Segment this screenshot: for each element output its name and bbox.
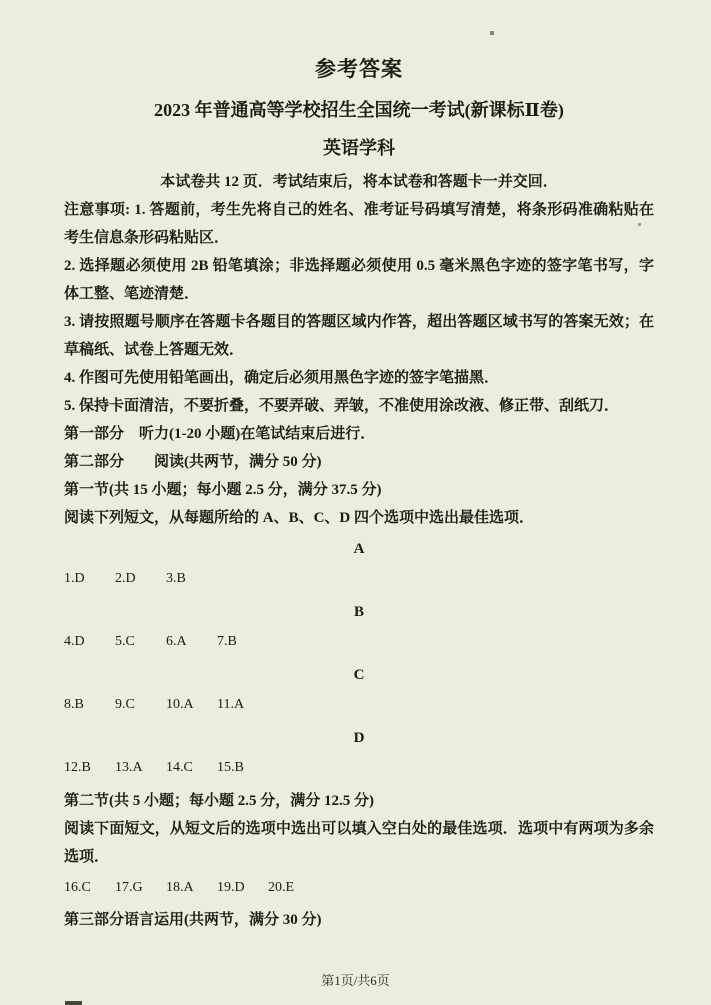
answer-item: 15.B xyxy=(217,760,244,775)
notice-4: 4. 作图可先使用铅笔画出，确定后必须用黑色字迹的签字笔描黑． xyxy=(64,370,500,386)
scan-artifact-dot xyxy=(638,223,641,226)
answer-item: 16.C xyxy=(64,880,91,895)
notice-3: 3. 请按照题号顺序在答题卡各题目的答题区域内作答，超出答题区域书写的答案无效；在草稿纸、试卷上答题无效． xyxy=(64,314,654,358)
part2-section2-heading: 第二节(共 5 小题；每小题 2.5 分，满分 12.5 分) xyxy=(64,793,374,809)
answer-row-passage-c xyxy=(64,690,654,720)
answer-item: 1.D xyxy=(64,571,85,586)
page-indicator: 第1页/共6页 xyxy=(321,973,390,988)
answer-item: 20.E xyxy=(268,880,295,895)
notice-1: 注意事项: 1. 答题前，考生先将自己的姓名、准考证号码填写清楚，将条形码准确粘贴在考生信息条形码粘贴区． xyxy=(64,202,654,246)
exam-title: 2023 年普通高等学校招生全国统一考试(新课标Ⅱ卷) xyxy=(154,100,564,120)
answer-item: 6.A xyxy=(166,634,187,649)
part2-section1-heading: 第一节(共 15 小题；每小题 2.5 分，满分 37.5 分) xyxy=(64,482,382,498)
answer-item: 13.A xyxy=(115,760,143,775)
passage-label-d: D xyxy=(353,730,365,746)
answer-item: 11.A xyxy=(217,697,245,712)
scan-artifact-dot xyxy=(490,31,494,35)
passage-label-c: C xyxy=(353,667,365,683)
passage-label-a: A xyxy=(353,541,365,557)
answer-item: 7.B xyxy=(217,634,237,649)
answer-item: 18.A xyxy=(166,880,194,895)
page-title: 参考答案 xyxy=(315,57,403,81)
document-body xyxy=(64,196,654,934)
return-note: 本试卷共 12 页．考试结束后，将本试卷和答题卡一并交回． xyxy=(160,174,558,190)
part1-heading: 第一部分 听力(1-20 小题)在笔试结束后进行． xyxy=(64,426,376,442)
notice-2: 2. 选择题必须使用 2B 铅笔填涂；非选择题必须使用 0.5 毫米黑色字迹的签字笔书写，字体工整、笔迹清楚． xyxy=(64,258,654,302)
part2-heading: 第二部分 阅读(共两节，满分 50 分) xyxy=(64,454,322,470)
answer-row-passage-b xyxy=(64,627,654,657)
part2-section2-instruction: 阅读下面短文，从短文后的选项中选出可以填入空白处的最佳选项．选项中有两项为多余选项． xyxy=(64,821,654,865)
answer-row-passage-d xyxy=(64,753,654,783)
answer-item: 2.D xyxy=(115,571,136,586)
answer-item: 10.A xyxy=(166,697,194,712)
answer-item: 3.B xyxy=(166,571,186,586)
subject-title: 英语学科 xyxy=(323,138,395,158)
answer-item: 4.D xyxy=(64,634,85,649)
part3-heading: 第三部分语言运用(共两节，满分 30 分) xyxy=(64,912,322,928)
answer-item: 12.B xyxy=(64,760,91,775)
passage-label-b: B xyxy=(353,604,364,620)
notice-5: 5. 保持卡面清洁，不要折叠，不要弄破、弄皱，不准使用涂改液、修正带、刮纸刀． xyxy=(64,398,620,414)
answer-item: 5.C xyxy=(115,634,135,649)
scan-artifact-smudge xyxy=(65,1001,82,1005)
answer-item: 17.G xyxy=(115,880,143,895)
answer-row-passage-a xyxy=(64,564,654,594)
answer-item: 8.B xyxy=(64,697,84,712)
answer-item: 14.C xyxy=(166,760,193,775)
part2-section1-instruction: 阅读下列短文，从每题所给的 A、B、C、D 四个选项中选出最佳选项． xyxy=(64,510,535,526)
answer-row-section2 xyxy=(64,873,654,903)
answer-item: 9.C xyxy=(115,697,135,712)
answer-item: 19.D xyxy=(217,880,245,895)
